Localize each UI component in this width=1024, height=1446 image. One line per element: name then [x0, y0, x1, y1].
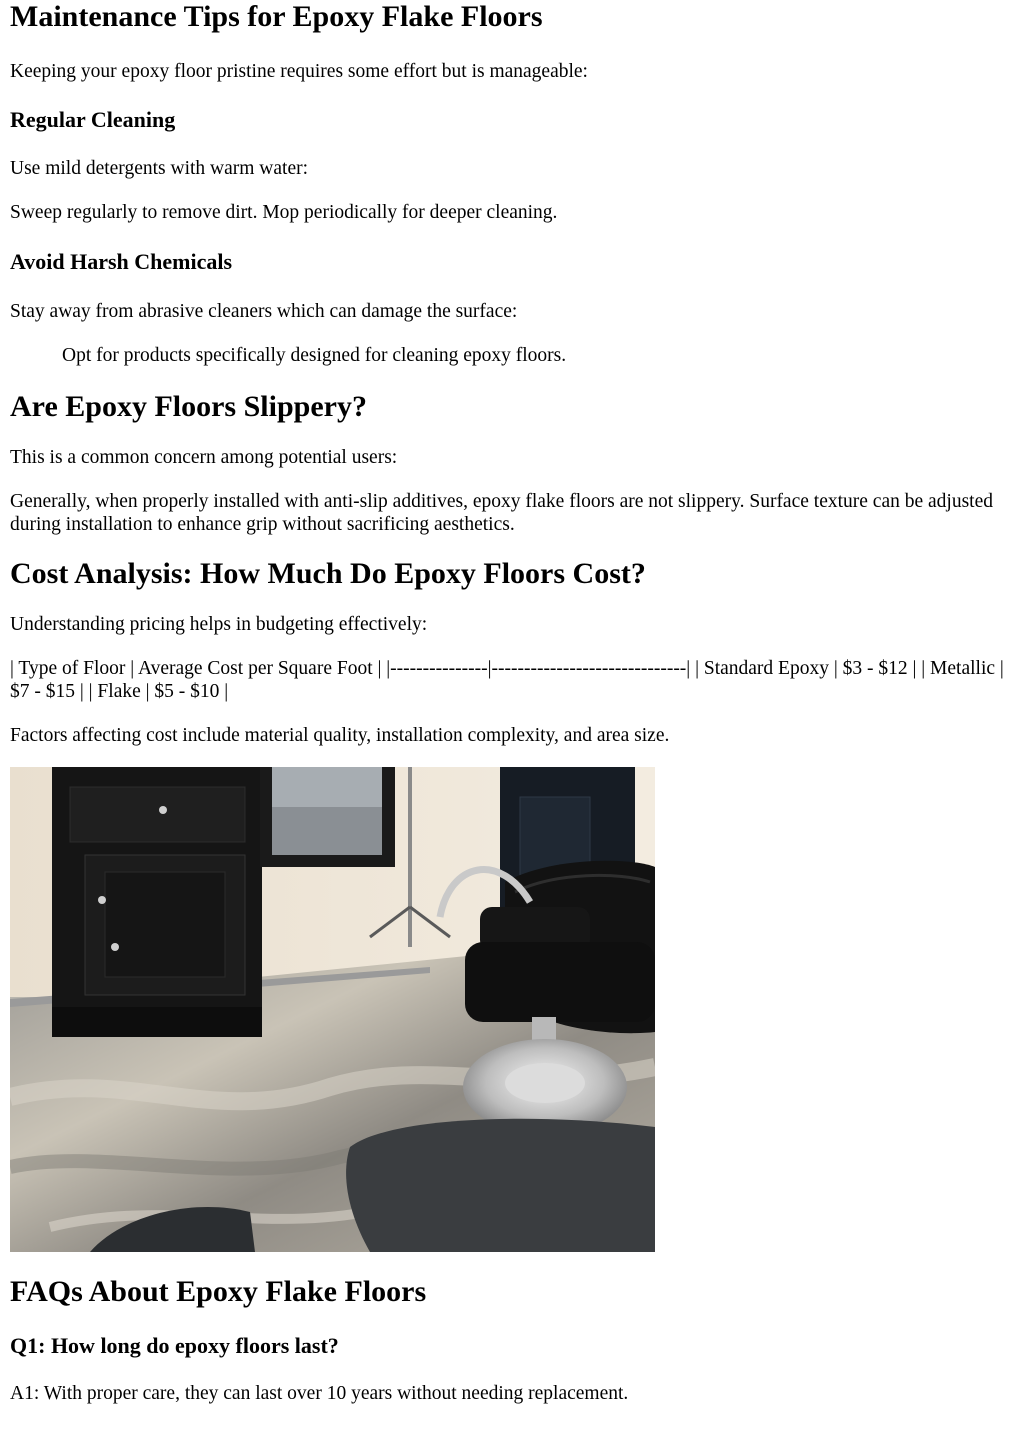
cost-factors: Factors affecting cost include material quality, installation complexity, and area size. [10, 725, 670, 746]
heading-faqs: FAQs About Epoxy Flake Floors [10, 1275, 427, 1308]
faq-question-1: Q1: How long do epoxy floors last? [10, 1333, 339, 1358]
heading-cost-analysis: Cost Analysis: How Much Do Epoxy Floors Cost? [10, 557, 646, 590]
maintenance-intro: Keeping your epoxy floor pristine requires some effort but is manageable: [10, 61, 588, 82]
heading-regular-cleaning: Regular Cleaning [10, 107, 176, 132]
avoid-chemicals-line-2: Opt for products specifically designed for cleaning epoxy floors. [62, 345, 567, 366]
heading-slippery: Are Epoxy Floors Slippery? [10, 390, 367, 423]
regular-cleaning-line-2: Sweep regularly to remove dirt. Mop periodically for deeper cleaning. [10, 202, 558, 223]
slippery-intro: This is a common concern among potential users: [10, 447, 398, 468]
regular-cleaning-line-1: Use mild detergents with warm water: [10, 158, 309, 179]
avoid-chemicals-line-1: Stay away from abrasive cleaners which can damage the surface: [10, 301, 518, 322]
salon-floor-photo [10, 767, 655, 1252]
slippery-body: Generally, when properly installed with anti-slip additives, epoxy flake floors are not slippery. Surface texture can be adjusted during installation to enhance grip without sacrificing aesthetics. [10, 491, 993, 535]
heading-maintenance-tips: Maintenance Tips for Epoxy Flake Floors [10, 0, 543, 33]
heading-avoid-harsh-chemicals: Avoid Harsh Chemicals [10, 249, 233, 274]
cost-table-text: | Type of Floor | Average Cost per Square Foot | |---------------|------------------------------| | Standard Epoxy | $3 - $12 | | Metallic | $7 - $15 | | Flake | $5 - $10 | [10, 658, 1004, 702]
faq-answer-1: A1: With proper care, they can last over 10 years without needing replacement. [10, 1383, 629, 1404]
cost-intro: Understanding pricing helps in budgeting effectively: [10, 614, 428, 635]
